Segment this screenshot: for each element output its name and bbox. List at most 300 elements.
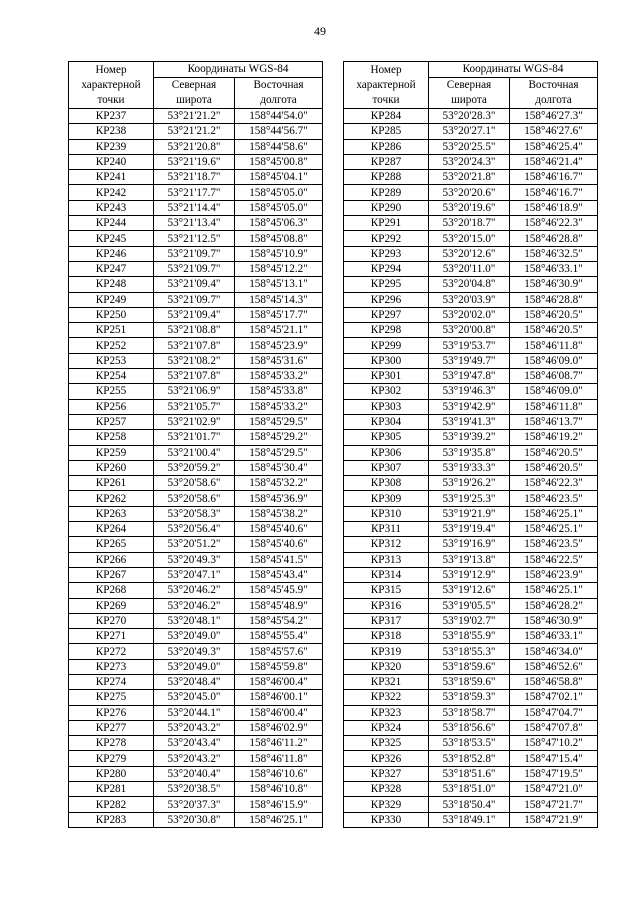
longitude-cell: 158°45'17.7" xyxy=(235,307,323,322)
longitude-cell: 158°45'30.4" xyxy=(235,460,323,475)
table-row xyxy=(344,399,598,414)
latitude-cell: 53°18'59.3" xyxy=(429,690,510,705)
latitude-cell: 53°20'21.8" xyxy=(429,170,510,185)
longitude-cell: 158°45'41.5" xyxy=(235,552,323,567)
longitude-cell: 158°46'33.1" xyxy=(510,261,598,276)
latitude-cell: 53°21'08.2" xyxy=(154,353,235,368)
table-row xyxy=(344,200,598,215)
latitude-cell: 53°19'05.5" xyxy=(429,598,510,613)
longitude-cell: 158°45'43.4" xyxy=(235,567,323,582)
table-row xyxy=(344,644,598,659)
longitude-cell: 158°44'54.0" xyxy=(235,109,323,124)
latitude-cell: 53°19'46.3" xyxy=(429,384,510,399)
table-row xyxy=(344,812,598,827)
longitude-cell: 158°45'40.6" xyxy=(235,522,323,537)
longitude-cell: 158°46'23.5" xyxy=(510,491,598,506)
latitude-cell: 53°20'44.1" xyxy=(154,705,235,720)
table-row xyxy=(344,216,598,231)
table-row xyxy=(69,674,323,689)
longitude-cell: 158°45'32.2" xyxy=(235,476,323,491)
table-row xyxy=(69,414,323,429)
longitude-cell: 158°46'00.4" xyxy=(235,674,323,689)
longitude-cell: 158°47'21.9" xyxy=(510,812,598,827)
latitude-cell: 53°19'21.9" xyxy=(429,506,510,521)
latitude-cell: 53°20'47.1" xyxy=(154,567,235,582)
table-row xyxy=(344,797,598,812)
latitude-cell: 53°21'05.7" xyxy=(154,399,235,414)
table-row xyxy=(69,200,323,215)
latitude-cell: 53°20'51.2" xyxy=(154,537,235,552)
longitude-cell: 158°46'16.7" xyxy=(510,170,598,185)
table-row xyxy=(69,690,323,705)
longitude-cell: 158°46'58.8" xyxy=(510,674,598,689)
point-id-cell: КР305 xyxy=(344,430,429,445)
longitude-cell: 158°45'13.1" xyxy=(235,277,323,292)
latitude-cell: 53°20'40.4" xyxy=(154,766,235,781)
point-id-cell: КР304 xyxy=(344,414,429,429)
table-row xyxy=(69,491,323,506)
longitude-cell: 158°46'10.8" xyxy=(235,782,323,797)
table-row xyxy=(69,369,323,384)
point-id-cell: КР261 xyxy=(69,476,154,491)
latitude-cell: 53°20'56.4" xyxy=(154,522,235,537)
table-row xyxy=(69,460,323,475)
longitude-cell: 158°45'33.8" xyxy=(235,384,323,399)
point-id-cell: КР322 xyxy=(344,690,429,705)
longitude-cell: 158°46'11.8" xyxy=(235,751,323,766)
table-row xyxy=(69,154,323,169)
table-row xyxy=(69,629,323,644)
table-row xyxy=(69,720,323,735)
latitude-cell: 53°21'20.8" xyxy=(154,139,235,154)
longitude-cell: 158°46'18.9" xyxy=(510,200,598,215)
longitude-cell: 158°45'14.3" xyxy=(235,292,323,307)
longitude-cell: 158°46'21.4" xyxy=(510,154,598,169)
latitude-header: Северная широта xyxy=(154,78,235,109)
table-row xyxy=(69,124,323,139)
latitude-cell: 53°18'55.3" xyxy=(429,644,510,659)
point-id-cell: КР294 xyxy=(344,261,429,276)
longitude-cell: 158°46'22.3" xyxy=(510,476,598,491)
table-row xyxy=(344,782,598,797)
longitude-cell: 158°46'20.5" xyxy=(510,460,598,475)
latitude-cell: 53°19'33.3" xyxy=(429,460,510,475)
latitude-cell: 53°20'45.0" xyxy=(154,690,235,705)
latitude-cell: 53°20'58.3" xyxy=(154,506,235,521)
longitude-cell: 158°45'05.0" xyxy=(235,185,323,200)
table-row xyxy=(344,231,598,246)
point-id-cell: КР284 xyxy=(344,109,429,124)
latitude-cell: 53°20'04.8" xyxy=(429,277,510,292)
table-row xyxy=(344,537,598,552)
point-id-cell: КР301 xyxy=(344,369,429,384)
table-row xyxy=(344,552,598,567)
latitude-cell: 53°20'37.3" xyxy=(154,797,235,812)
point-id-cell: КР243 xyxy=(69,200,154,215)
table-row xyxy=(69,644,323,659)
table-row xyxy=(69,812,323,827)
point-id-cell: КР277 xyxy=(69,720,154,735)
table-row xyxy=(344,170,598,185)
point-number-header: Номер характерной точки xyxy=(344,62,429,109)
table-row xyxy=(344,292,598,307)
latitude-cell: 53°21'09.7" xyxy=(154,292,235,307)
table-row xyxy=(69,338,323,353)
latitude-cell: 53°21'01.7" xyxy=(154,430,235,445)
table-row xyxy=(69,476,323,491)
longitude-cell: 158°46'08.7" xyxy=(510,369,598,384)
point-id-cell: КР292 xyxy=(344,231,429,246)
longitude-cell: 158°45'33.2" xyxy=(235,399,323,414)
longitude-cell: 158°45'55.4" xyxy=(235,629,323,644)
longitude-cell: 158°45'31.6" xyxy=(235,353,323,368)
point-id-cell: КР315 xyxy=(344,583,429,598)
longitude-cell: 158°47'07.8" xyxy=(510,720,598,735)
table-row xyxy=(69,399,323,414)
point-id-cell: КР256 xyxy=(69,399,154,414)
table-row xyxy=(69,292,323,307)
latitude-cell: 53°20'43.2" xyxy=(154,751,235,766)
point-id-cell: КР323 xyxy=(344,705,429,720)
latitude-cell: 53°19'12.6" xyxy=(429,583,510,598)
latitude-cell: 53°18'56.6" xyxy=(429,720,510,735)
point-id-cell: КР313 xyxy=(344,552,429,567)
point-id-cell: КР268 xyxy=(69,583,154,598)
point-id-cell: КР250 xyxy=(69,307,154,322)
table-row xyxy=(69,353,323,368)
latitude-cell: 53°19'13.8" xyxy=(429,552,510,567)
longitude-cell: 158°45'59.8" xyxy=(235,659,323,674)
point-id-cell: КР257 xyxy=(69,414,154,429)
point-id-cell: КР266 xyxy=(69,552,154,567)
latitude-cell: 53°21'18.7" xyxy=(154,170,235,185)
point-id-cell: КР316 xyxy=(344,598,429,613)
latitude-cell: 53°19'41.3" xyxy=(429,414,510,429)
point-id-cell: КР274 xyxy=(69,674,154,689)
table-row xyxy=(344,261,598,276)
table-row xyxy=(69,307,323,322)
table-row xyxy=(344,583,598,598)
table-row xyxy=(69,430,323,445)
latitude-cell: 53°18'49.1" xyxy=(429,812,510,827)
latitude-cell: 53°19'16.9" xyxy=(429,537,510,552)
longitude-cell: 158°46'30.9" xyxy=(510,277,598,292)
table-row xyxy=(344,139,598,154)
table-row xyxy=(344,736,598,751)
longitude-cell: 158°46'33.1" xyxy=(510,629,598,644)
longitude-cell: 158°47'02.1" xyxy=(510,690,598,705)
latitude-cell: 53°21'14.4" xyxy=(154,200,235,215)
longitude-cell: 158°45'05.0" xyxy=(235,200,323,215)
longitude-cell: 158°45'29.2" xyxy=(235,430,323,445)
point-id-cell: КР237 xyxy=(69,109,154,124)
latitude-cell: 53°20'59.2" xyxy=(154,460,235,475)
latitude-cell: 53°18'59.6" xyxy=(429,659,510,674)
point-id-cell: КР276 xyxy=(69,705,154,720)
point-id-cell: КР296 xyxy=(344,292,429,307)
point-id-cell: КР329 xyxy=(344,797,429,812)
longitude-cell: 158°46'11.8" xyxy=(510,399,598,414)
longitude-cell: 158°45'36.9" xyxy=(235,491,323,506)
latitude-cell: 53°20'28.3" xyxy=(429,109,510,124)
table-row xyxy=(344,567,598,582)
point-id-cell: КР302 xyxy=(344,384,429,399)
longitude-cell: 158°46'23.5" xyxy=(510,537,598,552)
latitude-cell: 53°20'49.0" xyxy=(154,659,235,674)
latitude-cell: 53°20'25.5" xyxy=(429,139,510,154)
point-id-cell: КР289 xyxy=(344,185,429,200)
table-row xyxy=(344,323,598,338)
table-row xyxy=(344,659,598,674)
longitude-cell: 158°46'23.9" xyxy=(510,567,598,582)
point-id-cell: КР254 xyxy=(69,369,154,384)
longitude-cell: 158°45'45.9" xyxy=(235,583,323,598)
point-id-cell: КР293 xyxy=(344,246,429,261)
table-row xyxy=(344,506,598,521)
latitude-cell: 53°20'49.3" xyxy=(154,644,235,659)
latitude-cell: 53°18'51.0" xyxy=(429,782,510,797)
table-row xyxy=(344,598,598,613)
latitude-cell: 53°19'49.7" xyxy=(429,353,510,368)
point-id-cell: КР320 xyxy=(344,659,429,674)
point-id-cell: КР281 xyxy=(69,782,154,797)
latitude-cell: 53°20'58.6" xyxy=(154,476,235,491)
latitude-cell: 53°20'18.7" xyxy=(429,216,510,231)
point-id-cell: КР245 xyxy=(69,231,154,246)
longitude-header: Восточная долгота xyxy=(510,78,598,109)
latitude-cell: 53°21'09.4" xyxy=(154,307,235,322)
latitude-cell: 53°21'08.8" xyxy=(154,323,235,338)
point-id-cell: КР244 xyxy=(69,216,154,231)
latitude-cell: 53°21'06.9" xyxy=(154,384,235,399)
latitude-cell: 53°20'49.3" xyxy=(154,552,235,567)
longitude-cell: 158°47'04.7" xyxy=(510,705,598,720)
longitude-cell: 158°45'08.8" xyxy=(235,231,323,246)
latitude-cell: 53°21'09.7" xyxy=(154,246,235,261)
table-row xyxy=(69,139,323,154)
table-row xyxy=(69,705,323,720)
table-row xyxy=(344,751,598,766)
latitude-cell: 53°19'47.8" xyxy=(429,369,510,384)
point-id-cell: КР259 xyxy=(69,445,154,460)
table-row xyxy=(344,384,598,399)
table-row xyxy=(69,109,323,124)
longitude-cell: 158°45'21.1" xyxy=(235,323,323,338)
table-row xyxy=(69,736,323,751)
table-row xyxy=(69,231,323,246)
longitude-cell: 158°46'34.0" xyxy=(510,644,598,659)
latitude-cell: 53°20'38.5" xyxy=(154,782,235,797)
latitude-cell: 53°18'50.4" xyxy=(429,797,510,812)
point-id-cell: КР310 xyxy=(344,506,429,521)
point-id-cell: КР328 xyxy=(344,782,429,797)
point-id-cell: КР321 xyxy=(344,674,429,689)
longitude-cell: 158°45'10.9" xyxy=(235,246,323,261)
latitude-cell: 53°20'15.0" xyxy=(429,231,510,246)
point-id-cell: КР325 xyxy=(344,736,429,751)
longitude-cell: 158°46'25.1" xyxy=(510,583,598,598)
latitude-cell: 53°19'42.9" xyxy=(429,399,510,414)
page-number: 49 xyxy=(314,24,326,38)
table-row xyxy=(69,261,323,276)
table-row xyxy=(69,782,323,797)
longitude-cell: 158°46'10.6" xyxy=(235,766,323,781)
point-id-cell: КР238 xyxy=(69,124,154,139)
latitude-cell: 53°19'35.8" xyxy=(429,445,510,460)
longitude-cell: 158°45'06.3" xyxy=(235,216,323,231)
latitude-cell: 53°18'52.8" xyxy=(429,751,510,766)
latitude-cell: 53°20'00.8" xyxy=(429,323,510,338)
point-id-cell: КР303 xyxy=(344,399,429,414)
table-row xyxy=(69,384,323,399)
latitude-cell: 53°19'26.2" xyxy=(429,476,510,491)
latitude-cell: 53°21'12.5" xyxy=(154,231,235,246)
longitude-cell: 158°46'25.1" xyxy=(510,506,598,521)
latitude-header: Северная широта xyxy=(429,78,510,109)
coordinates-table-left xyxy=(68,61,323,828)
longitude-cell: 158°45'04.1" xyxy=(235,170,323,185)
longitude-cell: 158°46'09.0" xyxy=(510,384,598,399)
longitude-cell: 158°45'12.2" xyxy=(235,261,323,276)
latitude-cell: 53°20'43.2" xyxy=(154,720,235,735)
latitude-cell: 53°20'48.1" xyxy=(154,613,235,628)
latitude-cell: 53°21'09.4" xyxy=(154,277,235,292)
latitude-cell: 53°19'53.7" xyxy=(429,338,510,353)
point-id-cell: КР278 xyxy=(69,736,154,751)
point-id-cell: КР298 xyxy=(344,323,429,338)
point-id-cell: КР263 xyxy=(69,506,154,521)
point-id-cell: КР275 xyxy=(69,690,154,705)
longitude-cell: 158°46'27.6" xyxy=(510,124,598,139)
table-body xyxy=(69,109,323,828)
table-row xyxy=(69,246,323,261)
point-id-cell: КР287 xyxy=(344,154,429,169)
latitude-cell: 53°19'02.7" xyxy=(429,613,510,628)
longitude-cell: 158°45'00.8" xyxy=(235,154,323,169)
longitude-cell: 158°46'32.5" xyxy=(510,246,598,261)
point-id-cell: КР318 xyxy=(344,629,429,644)
table-row xyxy=(344,766,598,781)
longitude-cell: 158°46'00.4" xyxy=(235,705,323,720)
longitude-cell: 158°44'58.6" xyxy=(235,139,323,154)
point-id-cell: КР286 xyxy=(344,139,429,154)
longitude-cell: 158°45'54.2" xyxy=(235,613,323,628)
point-id-cell: КР297 xyxy=(344,307,429,322)
table-row xyxy=(344,369,598,384)
point-id-cell: КР307 xyxy=(344,460,429,475)
table-row xyxy=(69,766,323,781)
point-id-cell: КР253 xyxy=(69,353,154,368)
table-row xyxy=(344,353,598,368)
longitude-cell: 158°46'16.7" xyxy=(510,185,598,200)
longitude-cell: 158°46'15.9" xyxy=(235,797,323,812)
point-id-cell: КР248 xyxy=(69,277,154,292)
point-id-cell: КР271 xyxy=(69,629,154,644)
table-row xyxy=(69,567,323,582)
table-row xyxy=(69,506,323,521)
longitude-cell: 158°45'57.6" xyxy=(235,644,323,659)
point-id-cell: КР306 xyxy=(344,445,429,460)
longitude-cell: 158°47'19.5" xyxy=(510,766,598,781)
latitude-cell: 53°20'46.2" xyxy=(154,583,235,598)
point-id-cell: КР269 xyxy=(69,598,154,613)
longitude-cell: 158°46'28.2" xyxy=(510,598,598,613)
longitude-cell: 158°46'20.5" xyxy=(510,307,598,322)
table-row xyxy=(344,629,598,644)
point-id-cell: КР291 xyxy=(344,216,429,231)
point-id-cell: КР285 xyxy=(344,124,429,139)
point-number-header: Номер характерной точки xyxy=(69,62,154,109)
table-row xyxy=(344,674,598,689)
point-id-cell: КР252 xyxy=(69,338,154,353)
table-row xyxy=(344,476,598,491)
longitude-cell: 158°46'11.2" xyxy=(235,736,323,751)
point-id-cell: КР300 xyxy=(344,353,429,368)
longitude-cell: 158°45'38.2" xyxy=(235,506,323,521)
longitude-cell: 158°46'20.5" xyxy=(510,445,598,460)
latitude-cell: 53°20'48.4" xyxy=(154,674,235,689)
latitude-cell: 53°21'00.4" xyxy=(154,445,235,460)
latitude-cell: 53°19'25.3" xyxy=(429,491,510,506)
point-id-cell: КР273 xyxy=(69,659,154,674)
point-id-cell: КР264 xyxy=(69,522,154,537)
table-row xyxy=(344,109,598,124)
point-id-cell: КР249 xyxy=(69,292,154,307)
latitude-cell: 53°20'03.9" xyxy=(429,292,510,307)
latitude-cell: 53°18'55.9" xyxy=(429,629,510,644)
table-row xyxy=(69,552,323,567)
latitude-cell: 53°19'39.2" xyxy=(429,430,510,445)
longitude-cell: 158°46'27.3" xyxy=(510,109,598,124)
table-row xyxy=(69,613,323,628)
point-id-cell: КР317 xyxy=(344,613,429,628)
latitude-cell: 53°20'30.8" xyxy=(154,812,235,827)
longitude-cell: 158°45'29.5" xyxy=(235,445,323,460)
table-row xyxy=(69,185,323,200)
latitude-cell: 53°20'11.0" xyxy=(429,261,510,276)
point-id-cell: КР265 xyxy=(69,537,154,552)
point-id-cell: КР262 xyxy=(69,491,154,506)
latitude-cell: 53°21'09.7" xyxy=(154,261,235,276)
table-row xyxy=(344,613,598,628)
longitude-cell: 158°46'11.8" xyxy=(510,338,598,353)
latitude-cell: 53°18'51.6" xyxy=(429,766,510,781)
latitude-cell: 53°20'24.3" xyxy=(429,154,510,169)
point-id-cell: КР247 xyxy=(69,261,154,276)
point-id-cell: КР282 xyxy=(69,797,154,812)
table-row xyxy=(344,124,598,139)
table-row xyxy=(344,246,598,261)
table-row xyxy=(69,216,323,231)
point-id-cell: КР295 xyxy=(344,277,429,292)
table-row xyxy=(344,414,598,429)
latitude-cell: 53°21'02.9" xyxy=(154,414,235,429)
longitude-cell: 158°46'09.0" xyxy=(510,353,598,368)
latitude-cell: 53°19'19.4" xyxy=(429,522,510,537)
longitude-cell: 158°45'29.5" xyxy=(235,414,323,429)
longitude-cell: 158°47'10.2" xyxy=(510,736,598,751)
table-row xyxy=(344,460,598,475)
table-row xyxy=(344,690,598,705)
point-id-cell: КР267 xyxy=(69,567,154,582)
longitude-cell: 158°45'23.9" xyxy=(235,338,323,353)
table-row xyxy=(344,430,598,445)
latitude-cell: 53°20'46.2" xyxy=(154,598,235,613)
table-row xyxy=(344,720,598,735)
point-id-cell: КР242 xyxy=(69,185,154,200)
longitude-cell: 158°45'40.6" xyxy=(235,537,323,552)
point-id-cell: КР299 xyxy=(344,338,429,353)
